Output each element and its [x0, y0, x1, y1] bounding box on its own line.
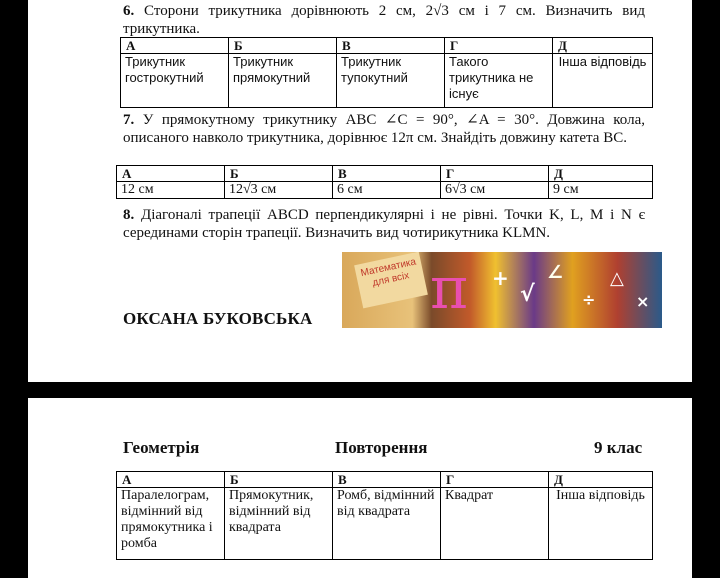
sqrt-icon: √ — [520, 282, 535, 307]
banner-tag: Математика для всіх — [354, 252, 428, 308]
plus-icon: + — [492, 266, 509, 290]
q6-header-v: В — [337, 38, 445, 54]
q6-option-d: Інша відповідь — [553, 54, 653, 108]
question-6-number: 6. — [123, 3, 135, 19]
q6-header-a: А — [121, 38, 229, 54]
subject-heading: Геометрія — [123, 438, 200, 457]
page-1 — [28, 0, 692, 382]
question-8 — [123, 206, 645, 242]
q6-option-v: Трикутник тупокутний — [337, 54, 445, 108]
question-7-answer-table — [116, 165, 653, 199]
p2-header-a: А — [117, 472, 225, 488]
compass-icon: ∠ — [547, 262, 564, 283]
question-8-text: Діагоналі трапеції ABCD перпендикулярні і не рівні. Точки K, L, M i N є серединами сторін трапеції. Визначить вид чотирикутника KLMN. — [123, 207, 646, 241]
q6-header-g: Г — [445, 38, 553, 54]
p2-header-v: В — [333, 472, 441, 488]
q7-header-v: В — [333, 166, 441, 182]
q6-header-d: Д — [553, 38, 653, 54]
p2-header-g: Г — [441, 472, 549, 488]
question-7-number: 7. — [123, 112, 135, 128]
p2-header-b: Б — [225, 472, 333, 488]
q7-option-d: 9 см — [549, 182, 653, 199]
p2-header-d: Д — [549, 472, 653, 488]
q7-header-g: Г — [441, 166, 549, 182]
p2-option-g: Квадрат — [441, 488, 549, 560]
division-icon: ÷ — [582, 290, 596, 309]
pi-symbol: π — [430, 254, 469, 322]
q7-header-b: Б — [225, 166, 333, 182]
p2-option-d: Інша відповідь — [549, 488, 653, 560]
question-6 — [123, 2, 645, 38]
author-name: ОКСАНА БУКОВСЬКА — [123, 309, 313, 328]
p2-option-b: Прямокутник, відмінний від квадрата — [225, 488, 333, 560]
q6-option-a: Трикутник гострокутний — [121, 54, 229, 108]
q7-option-g: 6√3 см — [441, 182, 549, 199]
q7-header-d: Д — [549, 166, 653, 182]
p2-option-a: Паралелограм, відмінний від прямокутника і ромба — [117, 488, 225, 560]
question-6-text: Сторони трикутника дорівнюють 2 см, 2√3 см і 7 см. Визначить вид трикутника. — [123, 3, 646, 37]
q6-header-b: Б — [229, 38, 337, 54]
multiply-icon: × — [636, 292, 650, 311]
page-2-answer-table — [116, 471, 653, 560]
question-8-number: 8. — [123, 207, 135, 223]
q7-option-a: 12 см — [117, 182, 225, 199]
q7-header-a: А — [117, 166, 225, 182]
q6-option-g: Такого трикутника не існує — [445, 54, 553, 108]
question-7 — [123, 111, 645, 147]
grade-heading: 9 клас — [594, 438, 643, 457]
q7-option-v: 6 см — [333, 182, 441, 199]
q7-option-b: 12√3 см — [225, 182, 333, 199]
question-6-answer-table — [120, 37, 653, 108]
math-banner-image — [342, 252, 662, 328]
q6-option-b: Трикутник прямокутний — [229, 54, 337, 108]
topic-heading: Повторення — [335, 438, 428, 457]
question-7-text: У прямокутному трикутнику ABC ∠C = 90°, ∠A = 30°. Довжина кола, описаного навколо трикутника, дорівнює 12π см. Знайдіть довжину катета BC. — [123, 112, 646, 146]
page-2 — [28, 398, 692, 578]
p2-option-v: Ромб, відмінний від квадрата — [333, 488, 441, 560]
triangle-icon: △ — [610, 268, 624, 289]
